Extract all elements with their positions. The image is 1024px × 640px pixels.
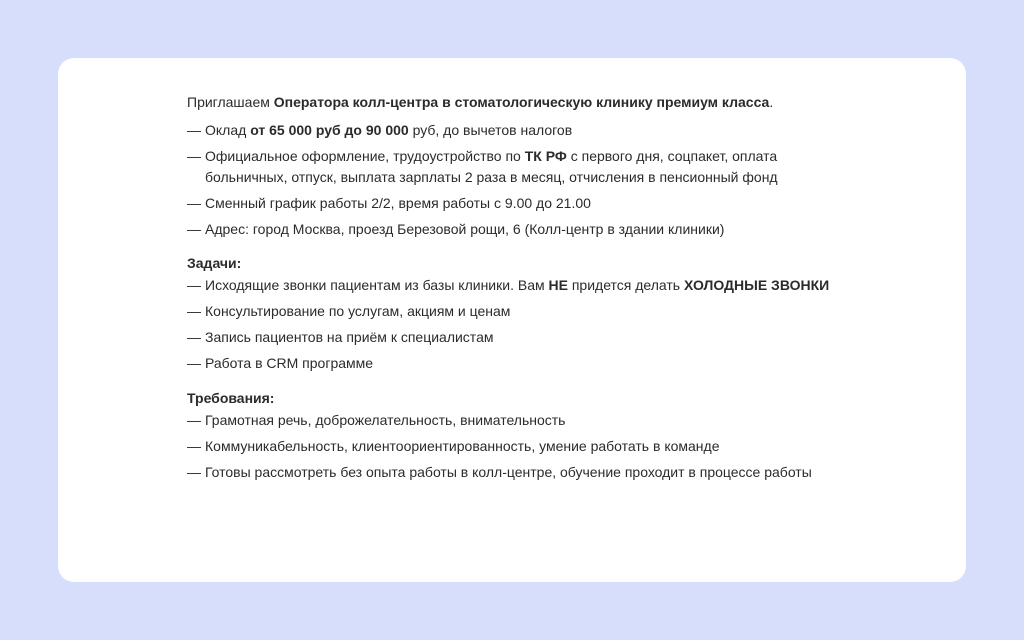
dash-bullet: — <box>187 464 201 480</box>
list-item <box>187 301 846 322</box>
list-item <box>187 275 846 296</box>
list-item-text: Официальное оформление, трудоустройство по <box>205 148 525 164</box>
dash-bullet: — <box>187 277 201 293</box>
intro-prefix: Приглашаем <box>187 94 274 110</box>
list-item-text: с первого дня, соцпакет, оплата больничных, отпуск, выплата зарплаты 2 раза в месяц, отчисления в пенсионный фонд <box>205 148 778 185</box>
list-item-bold-text: ХОЛОДНЫЕ ЗВОНКИ <box>683 277 830 293</box>
list-item-text: придется делать <box>567 277 684 293</box>
list-item-text: Запись пациентов на приём к специалистам <box>205 329 494 345</box>
list-item-text: Сменный график работы 2/2, время работы с 9.00 до 21.00 <box>205 195 591 211</box>
list-item-text: Оклад <box>205 122 251 138</box>
list-item <box>187 436 846 457</box>
list-item-text: Грамотная речь, доброжелательность, внимательность <box>205 412 566 428</box>
list-item-text: Готовы рассмотреть без опыта работы в колл-центре, обучение проходит в процессе работы <box>205 464 812 480</box>
list-item-text: Консультирование по услугам, акциям и ценам <box>205 303 511 319</box>
list-item-bold-text: от 65 000 руб до 90 000 <box>250 122 409 138</box>
requirements-list <box>187 410 846 483</box>
intro-position: Оператора колл-центра в стоматологическую клинику премиум класса <box>273 94 770 110</box>
dash-bullet: — <box>187 221 201 237</box>
tasks-list <box>187 275 846 374</box>
vacancy-card <box>58 58 966 582</box>
list-item <box>187 462 846 483</box>
list-item <box>187 327 846 348</box>
list-item-text: Коммуникабельность, клиентоориентированность, умение работать в команде <box>205 438 720 454</box>
list-item-bold-text: НЕ <box>548 277 568 293</box>
dash-bullet: — <box>187 438 201 454</box>
dash-bullet: — <box>187 195 201 211</box>
dash-bullet: — <box>187 303 201 319</box>
requirements-title: Требования: <box>187 390 275 406</box>
dash-bullet: — <box>187 329 201 345</box>
list-item <box>187 410 846 431</box>
list-item-text: Работа в CRM программе <box>205 355 374 371</box>
list-item-text: Адрес: город Москва, проезд Березовой рощи, 6 (Колл-центр в здании клиники) <box>205 221 725 237</box>
tasks-title: Задачи: <box>187 255 242 271</box>
intro-text <box>187 92 846 112</box>
list-item-bold-text: ТК РФ <box>524 148 567 164</box>
list-item <box>187 120 846 141</box>
dash-bullet: — <box>187 148 201 164</box>
list-item <box>187 219 846 240</box>
list-item-text: руб, до вычетов налогов <box>408 122 573 138</box>
intro-suffix: . <box>769 94 774 110</box>
dash-bullet: — <box>187 355 201 371</box>
list-item-text: Исходящие звонки пациентам из базы клиники. Вам <box>205 277 549 293</box>
conditions-list <box>187 120 846 240</box>
list-item <box>187 193 846 214</box>
list-item <box>187 146 846 188</box>
dash-bullet: — <box>187 412 201 428</box>
dash-bullet: — <box>187 122 201 138</box>
list-item <box>187 353 846 374</box>
